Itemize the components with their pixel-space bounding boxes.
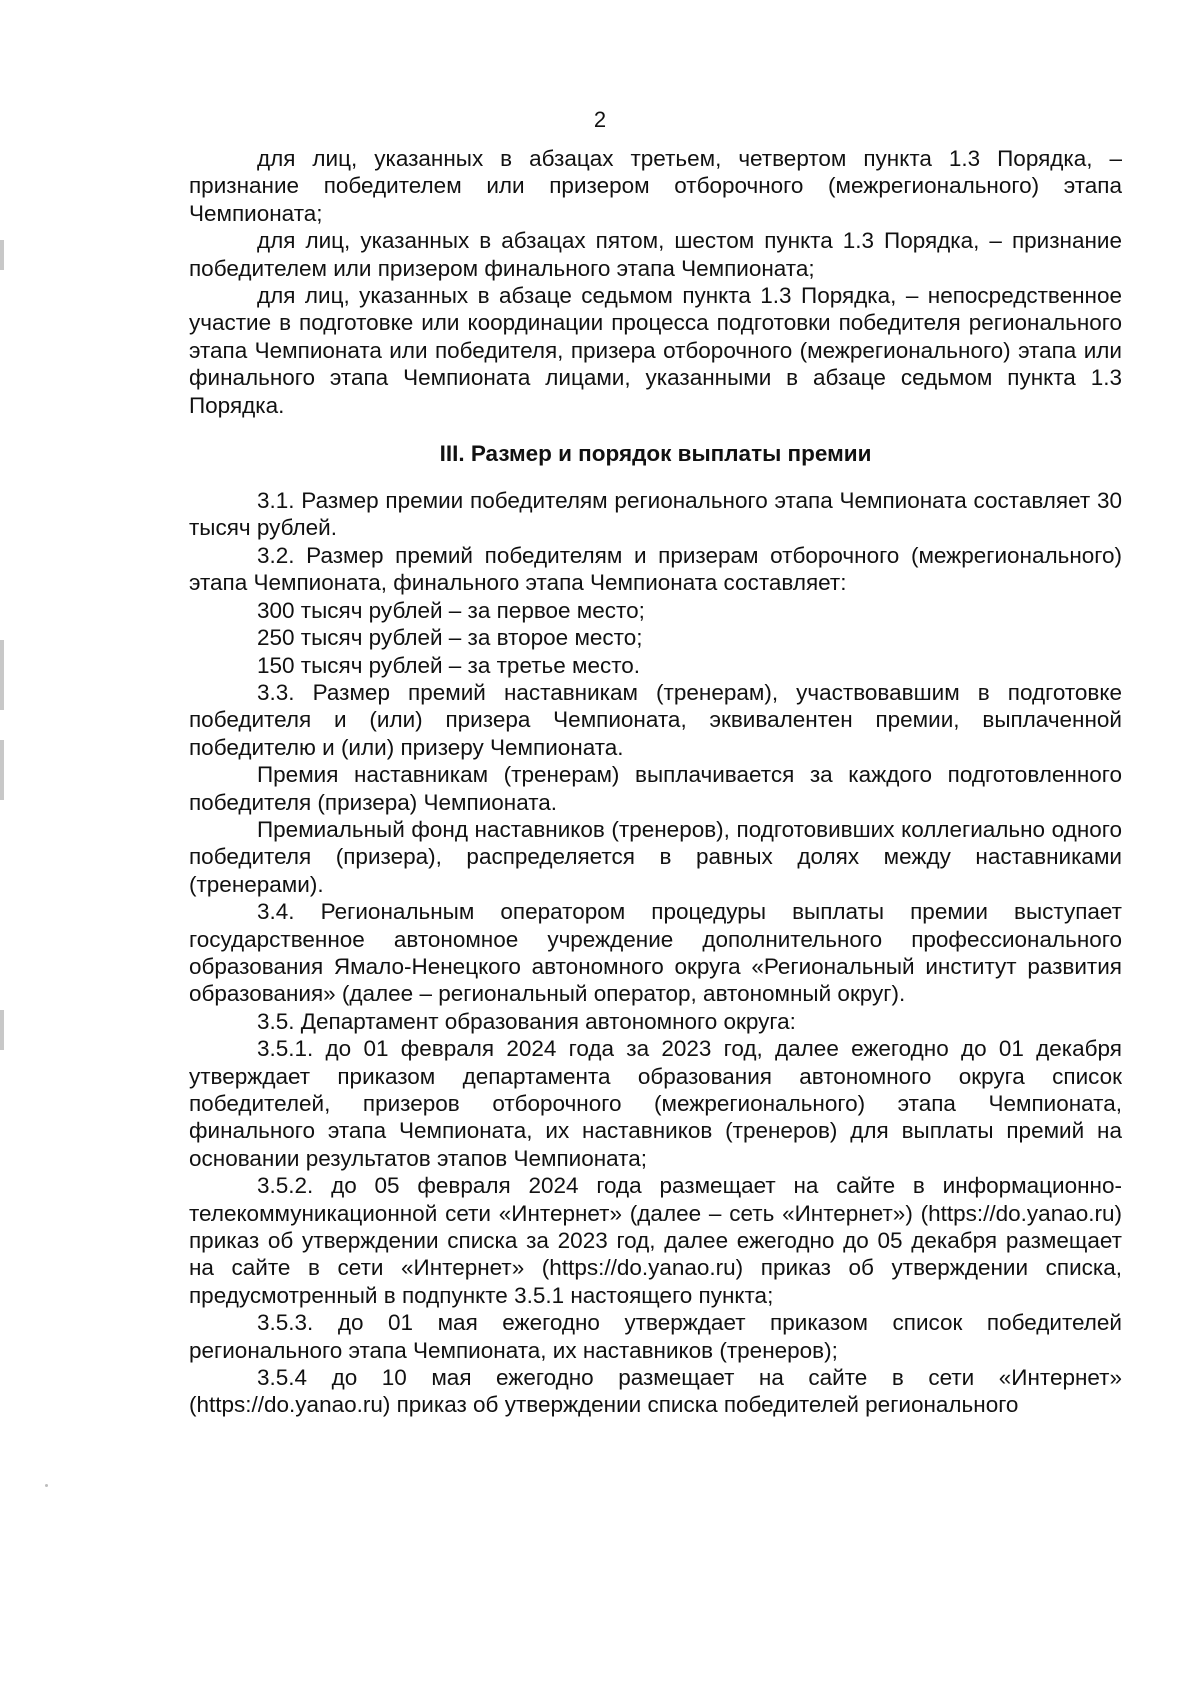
scan-edge-mark [0, 240, 4, 270]
paragraph: 3.2. Размер премий победителям и призерам отборочного (межрегионального) этапа Чемпионата, финального этапа Чемпионата составляет: [189, 542, 1122, 596]
paragraph: 3.5.1. до 01 февраля 2024 года за 2023 год, далее ежегодно до 01 декабря утверждает приказом департамента образования автономного округа список победителей, призеров отборочного (межрегионального) этапа Чемпионата, финального этапа Чемпионата, их наставников (тренеров) для выплаты премий на основании результатов этапов Чемпионата; [189, 1036, 1122, 1171]
section-heading: III. Размер и порядок выплаты премии [439, 441, 872, 467]
paragraph: 3.1. Размер премии победителям регионального этапа Чемпионата составляет 30 тысяч рублей. [189, 488, 1122, 541]
paragraph: Премия наставникам (тренерам) выплачивается за каждого подготовленного победителя (призера) Чемпионата. [189, 762, 1122, 815]
scan-edge-mark [0, 740, 4, 800]
paragraph: 3.5.4 до 10 мая ежегодно размещает на сайте в сети «Интернет» (https://do.yanao.ru) приказ об утверждении списка победителей регионального [189, 1365, 1122, 1418]
paragraph: Премиальный фонд наставников (тренеров), подготовивших коллегиально одного победителя (призера), распределяется в равных долях между наставниками (тренерами). [189, 816, 1122, 897]
page-number: 2 [593, 107, 607, 132]
paragraph: для лиц, указанных в абзацах пятом, шестом пункта 1.3 Порядка, – признание победителем или призером финального этапа Чемпионата; [189, 228, 1122, 281]
scan-edge-mark [0, 1010, 4, 1050]
paragraph: 3.5. Департамент образования автономного округа: [257, 1008, 796, 1034]
scan-edge-mark [0, 640, 4, 710]
paragraph: 3.3. Размер премий наставникам (тренерам), участвовавшим в подготовке победителя и (или) призера Чемпионата, эквивалентен премии, выплаченной победителю и (или) призеру Чемпионата. [189, 679, 1122, 760]
paragraph: для лиц, указанных в абзацах третьем, четвертом пункта 1.3 Порядка, – признание победителем или призером отборочного (межрегионального) этапа Чемпионата; [189, 146, 1122, 226]
paragraph: 3.5.2. до 05 февраля 2024 года размещает на сайте в информационно-телекоммуникационной сети «Интернет» (далее – сеть «Интернет») (https://do.yanao.ru) приказ об утверждении списка за 2023 год, далее ежегодно до 05 декабря размещает на сайте в сети «Интернет» (https://do.yanao.ru) приказ об утверждении списка, предусмотренный в подпункте 3.5.1 настоящего пункта; [189, 1173, 1122, 1308]
list-item: 300 тысяч рублей – за первое место; [257, 597, 645, 623]
paragraph: для лиц, указанных в абзаце седьмом пункта 1.3 Порядка, – непосредственное участие в подготовке или координации процесса подготовки победителя регионального этапа Чемпионата или победителя, призера отборочного (межрегионального) этапа или финального этапа Чемпионата лицами, указанными в абзаце седьмом пункта 1.3 Порядка. [189, 283, 1122, 418]
scan-speck [45, 1484, 48, 1487]
list-item: 250 тысяч рублей – за второе место; [257, 625, 643, 651]
document-body [189, 145, 1122, 1419]
paragraph: 3.4. Региональным оператором процедуры выплаты премии выступает государственное автономное учреждение дополнительного профессионального образования Ямало-Ненецкого автономного округа «Региональный институт развития образования» (далее – региональный оператор, автономный округ). [189, 899, 1122, 1007]
paragraph: 3.5.3. до 01 мая ежегодно утверждает приказом список победителей регионального этапа Чемпионата, их наставников (тренеров); [189, 1310, 1122, 1363]
list-item: 150 тысяч рублей – за третье место. [257, 652, 641, 678]
